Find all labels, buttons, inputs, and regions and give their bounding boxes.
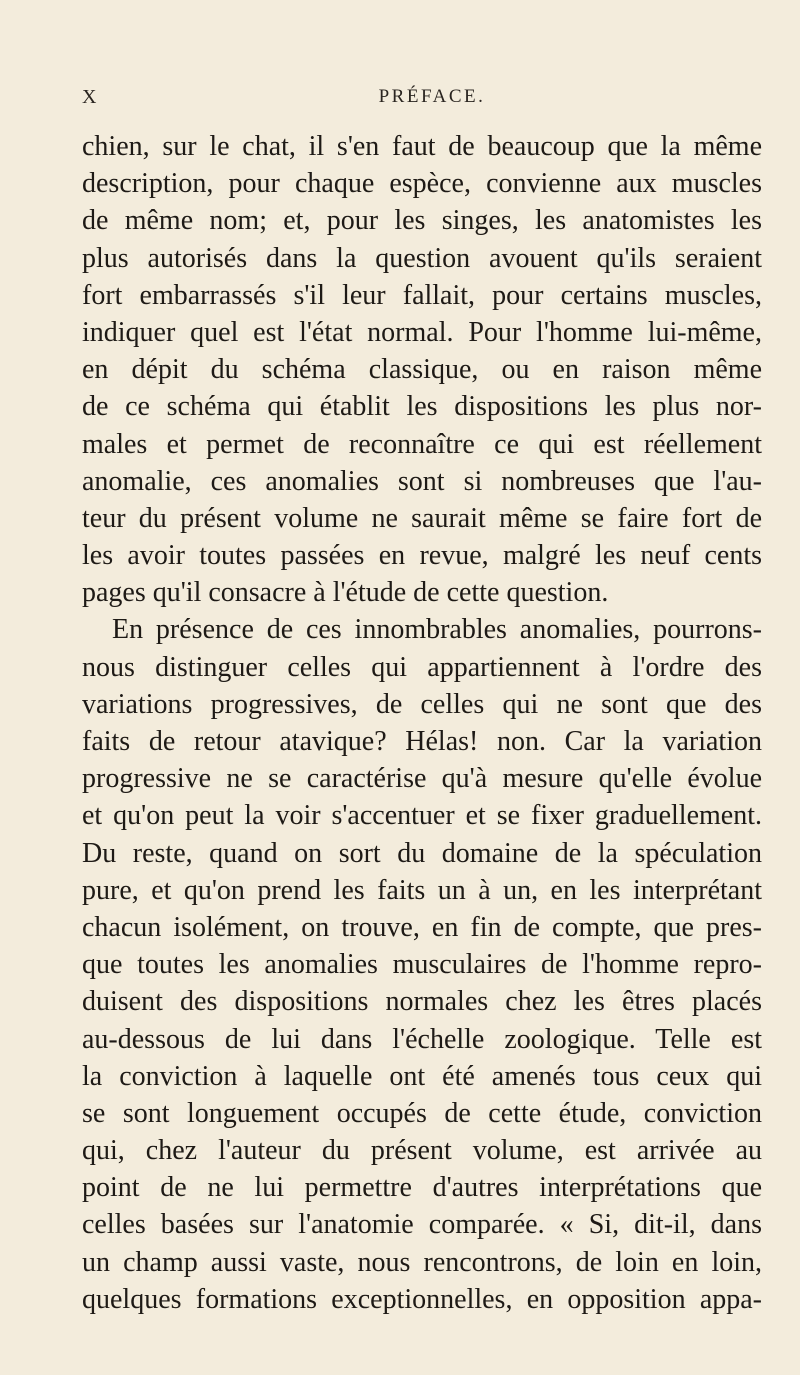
text-line: la conviction à laquelle ont été amenés tous ceux qui — [82, 1060, 762, 1092]
text-line: nous distinguer celles qui appartiennent à l'ordre des — [82, 651, 762, 683]
text-line: indiquer quel est l'état normal. Pour l'homme lui-même, — [82, 316, 762, 348]
text-line: point de ne lui permettre d'autres interprétations que — [82, 1172, 762, 1204]
text-line: progressive ne se caractérise qu'à mesure qu'elle évolue — [82, 763, 762, 795]
text-line: duisent des dispositions normales chez les êtres placés — [82, 986, 762, 1018]
text-line: variations progressives, de celles qui ne sont que des — [82, 688, 762, 720]
text-line: au-dessous de lui dans l'échelle zoologique. Telle est — [82, 1023, 762, 1055]
text-line: males et permet de reconnaître ce qui est réellement — [82, 428, 762, 460]
text-line: pages qu'il consacre à l'étude de cette question. — [82, 577, 609, 609]
text-line: Du reste, quand on sort du domaine de la spéculation — [82, 837, 762, 869]
text-line: de ce schéma qui établit les dispositions les plus nor- — [82, 391, 762, 423]
text-line: description, pour chaque espèce, convienne aux muscles — [82, 168, 762, 200]
text-line: les avoir toutes passées en revue, malgré les neuf cents — [82, 540, 762, 572]
page-number: X — [82, 86, 98, 108]
paragraph — [82, 128, 762, 611]
text-line: chien, sur le chat, il s'en faut de beaucoup que la même — [82, 131, 762, 162]
text-line: anomalie, ces anomalies sont si nombreuses que l'au- — [82, 465, 762, 497]
paragraph — [82, 611, 762, 1318]
running-head — [82, 86, 762, 116]
text-line: et qu'on peut la voir s'accentuer et se fixer graduellement. — [82, 800, 762, 832]
running-title: PRÉFACE. — [378, 86, 486, 107]
text-line: plus autorisés dans la question avouent qu'ils seraient — [82, 242, 762, 274]
text-line: qui, chez l'auteur du présent volume, est arrivée au — [82, 1135, 762, 1167]
text-line: chacun isolément, on trouve, en fin de compte, que pres- — [82, 911, 762, 943]
text-line: un champ aussi vaste, nous rencontrons, de loin en loin, — [82, 1246, 762, 1278]
body-text — [82, 128, 762, 1318]
text-line: En présence de ces innombrables anomalies, pourrons- — [112, 614, 762, 646]
text-line: teur du présent volume ne saurait même se faire fort de — [82, 502, 762, 534]
text-line: de même nom; et, pour les singes, les anatomistes les — [82, 205, 762, 237]
text-line: en dépit du schéma classique, ou en raison même — [82, 354, 762, 386]
text-line: pure, et qu'on prend les faits un à un, en les interprétant — [82, 874, 762, 906]
text-line: celles basées sur l'anatomie comparée. « Si, dit-il, dans — [82, 1209, 762, 1241]
text-line: faits de retour atavique? Hélas! non. Car la variation — [82, 726, 762, 757]
text-line: quelques formations exceptionnelles, en opposition appa- — [82, 1283, 762, 1315]
text-line: fort embarrassés s'il leur fallait, pour certains muscles, — [82, 279, 762, 311]
text-line: que toutes les anomalies musculaires de l'homme repro- — [82, 949, 762, 981]
text-line: se sont longuement occupés de cette étude, conviction — [82, 1097, 762, 1129]
